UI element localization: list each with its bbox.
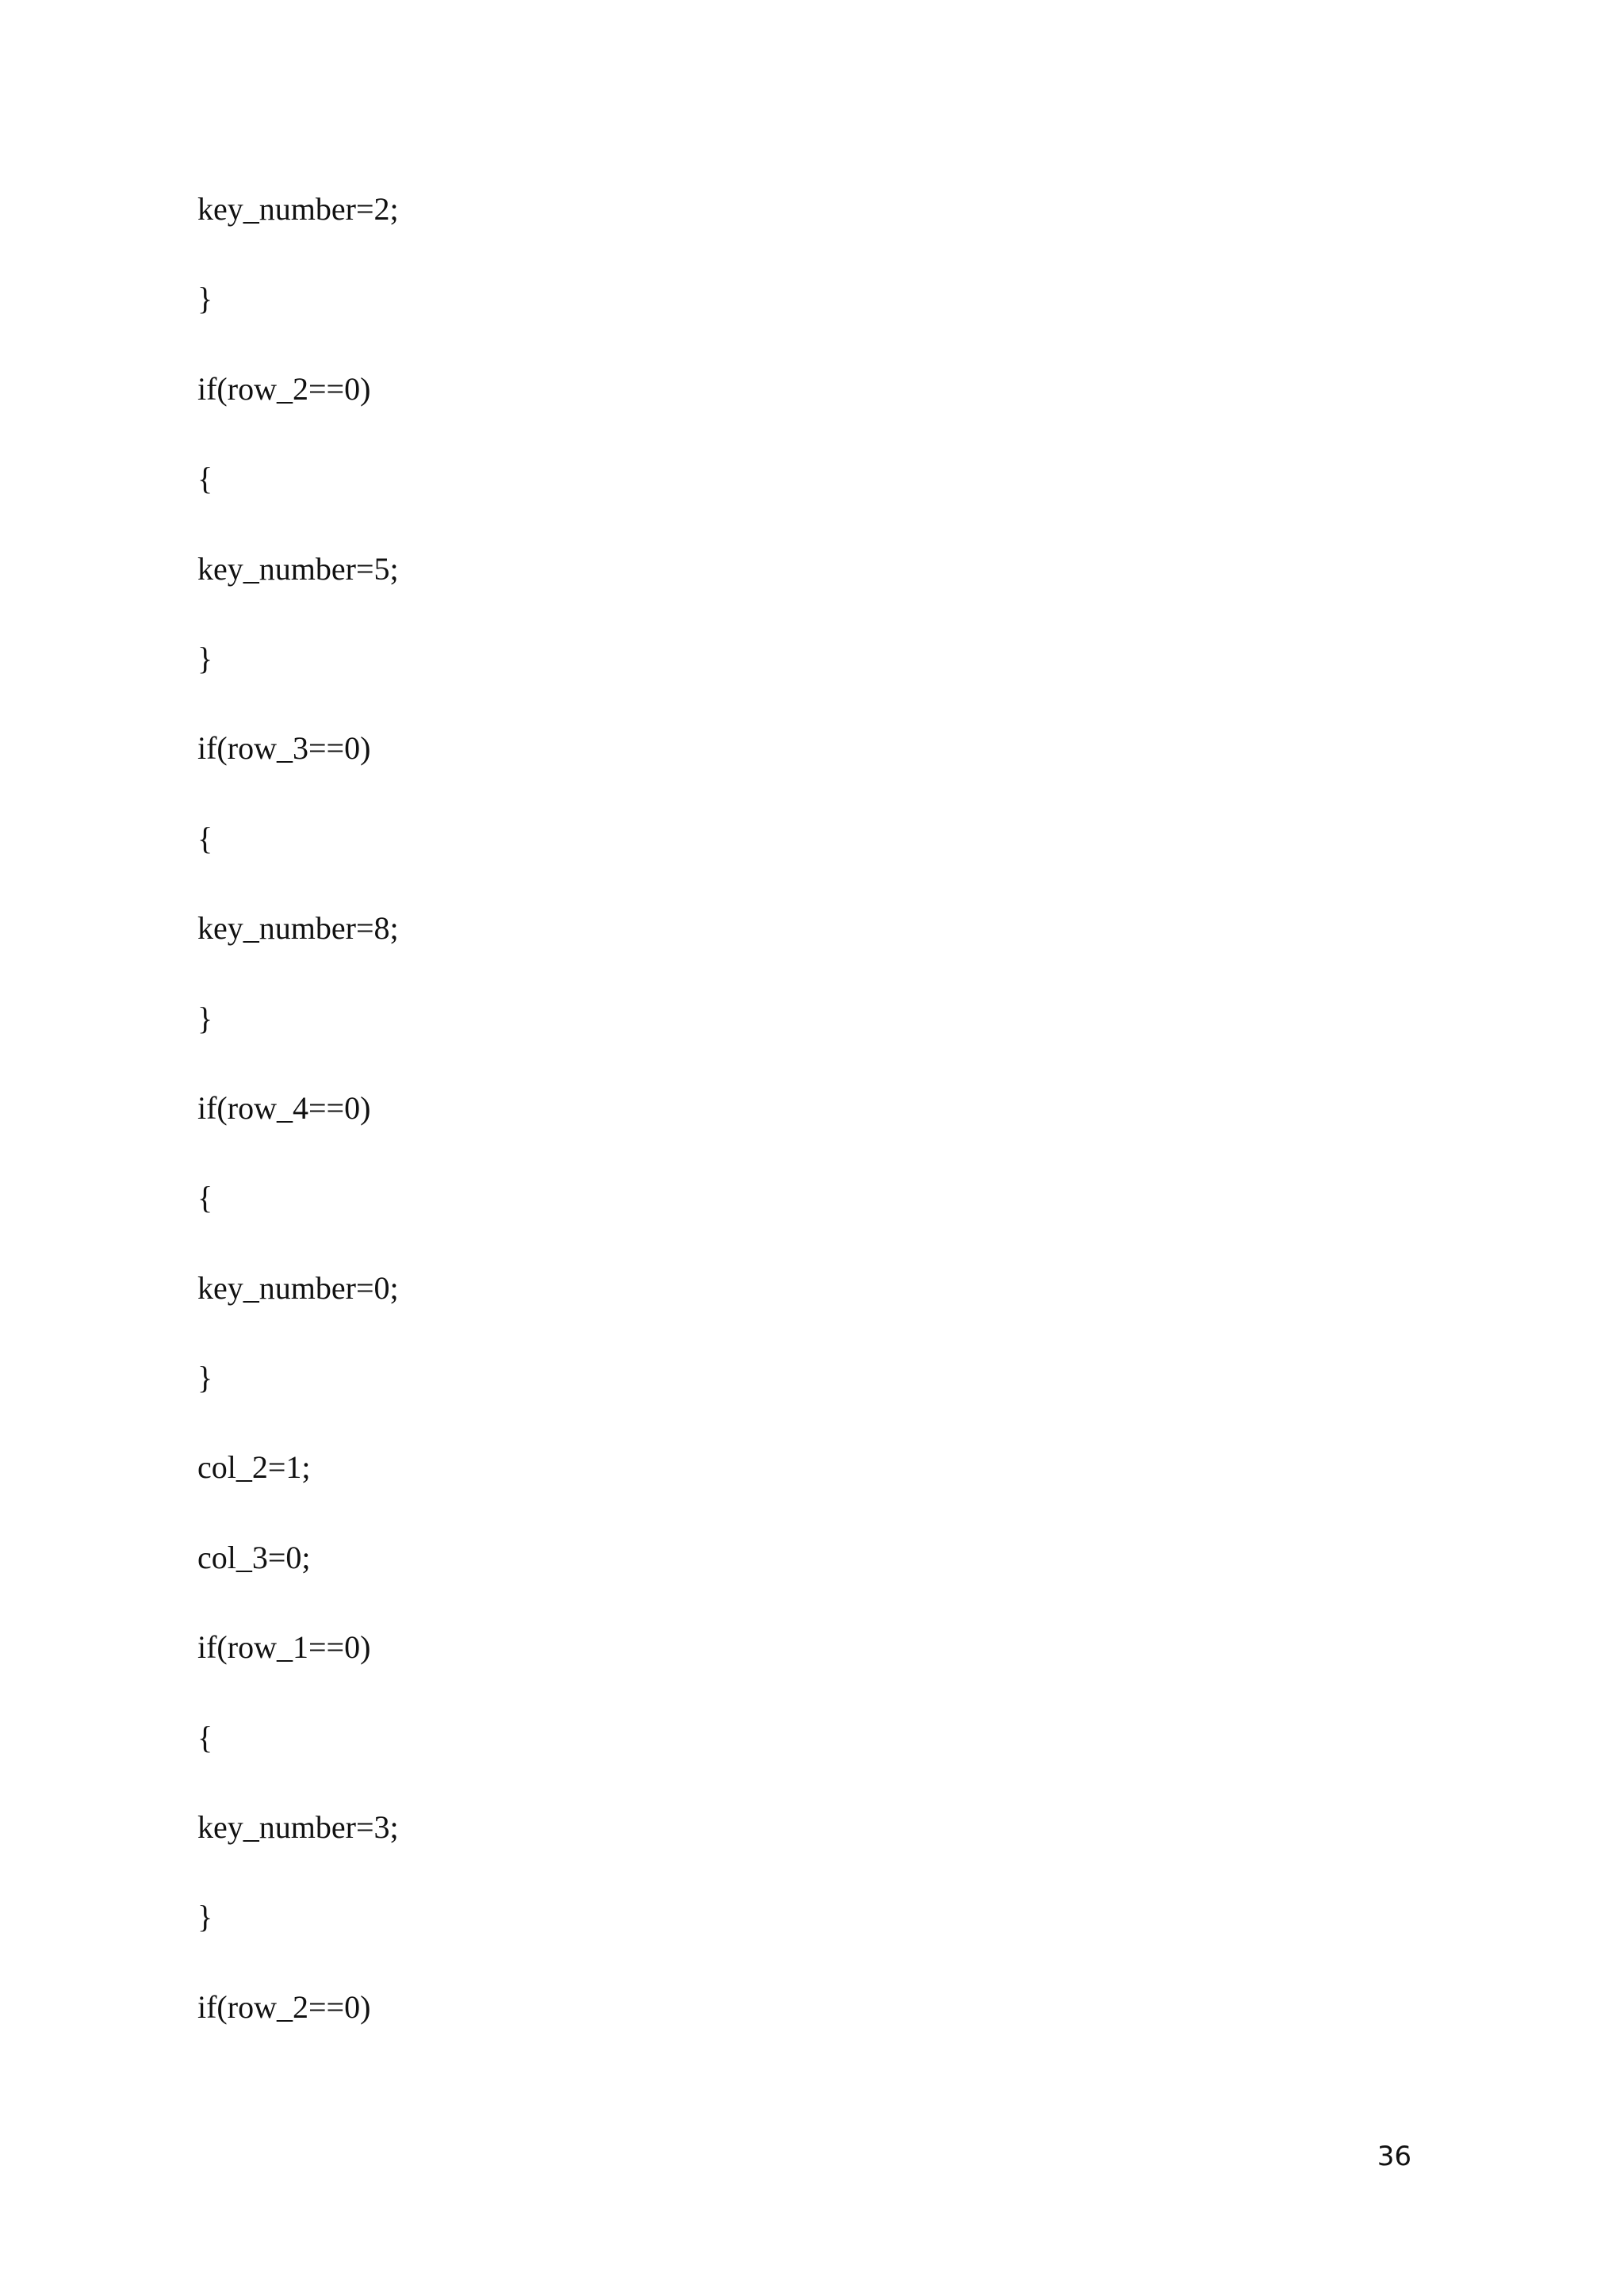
code-line: if(row_2==0) <box>197 370 371 407</box>
code-line: col_2=1; <box>197 1449 311 1486</box>
code-line: col_3=0; <box>197 1539 311 1575</box>
code-line: key_number=5; <box>197 550 399 587</box>
code-line: key_number=8; <box>197 910 399 947</box>
code-line: { <box>197 1719 213 1755</box>
code-line: if(row_4==0) <box>197 1089 371 1126</box>
code-line: } <box>197 281 213 317</box>
code-line: { <box>197 461 213 497</box>
code-line: } <box>197 1360 213 1396</box>
code-line: } <box>197 1000 213 1036</box>
code-line: { <box>197 820 213 856</box>
code-line: } <box>197 1899 213 1935</box>
page-number: 36 <box>1377 2141 1411 2172</box>
code-line: key_number=0; <box>197 1269 399 1306</box>
code-listing <box>197 190 399 2078</box>
code-line: } <box>197 640 213 676</box>
code-line: key_number=3; <box>197 1809 399 1846</box>
code-line: if(row_2==0) <box>197 1988 371 2025</box>
code-line: if(row_1==0) <box>197 1629 371 1666</box>
code-line: if(row_3==0) <box>197 730 371 767</box>
code-line: key_number=2; <box>197 191 399 227</box>
code-line: { <box>197 1180 213 1216</box>
